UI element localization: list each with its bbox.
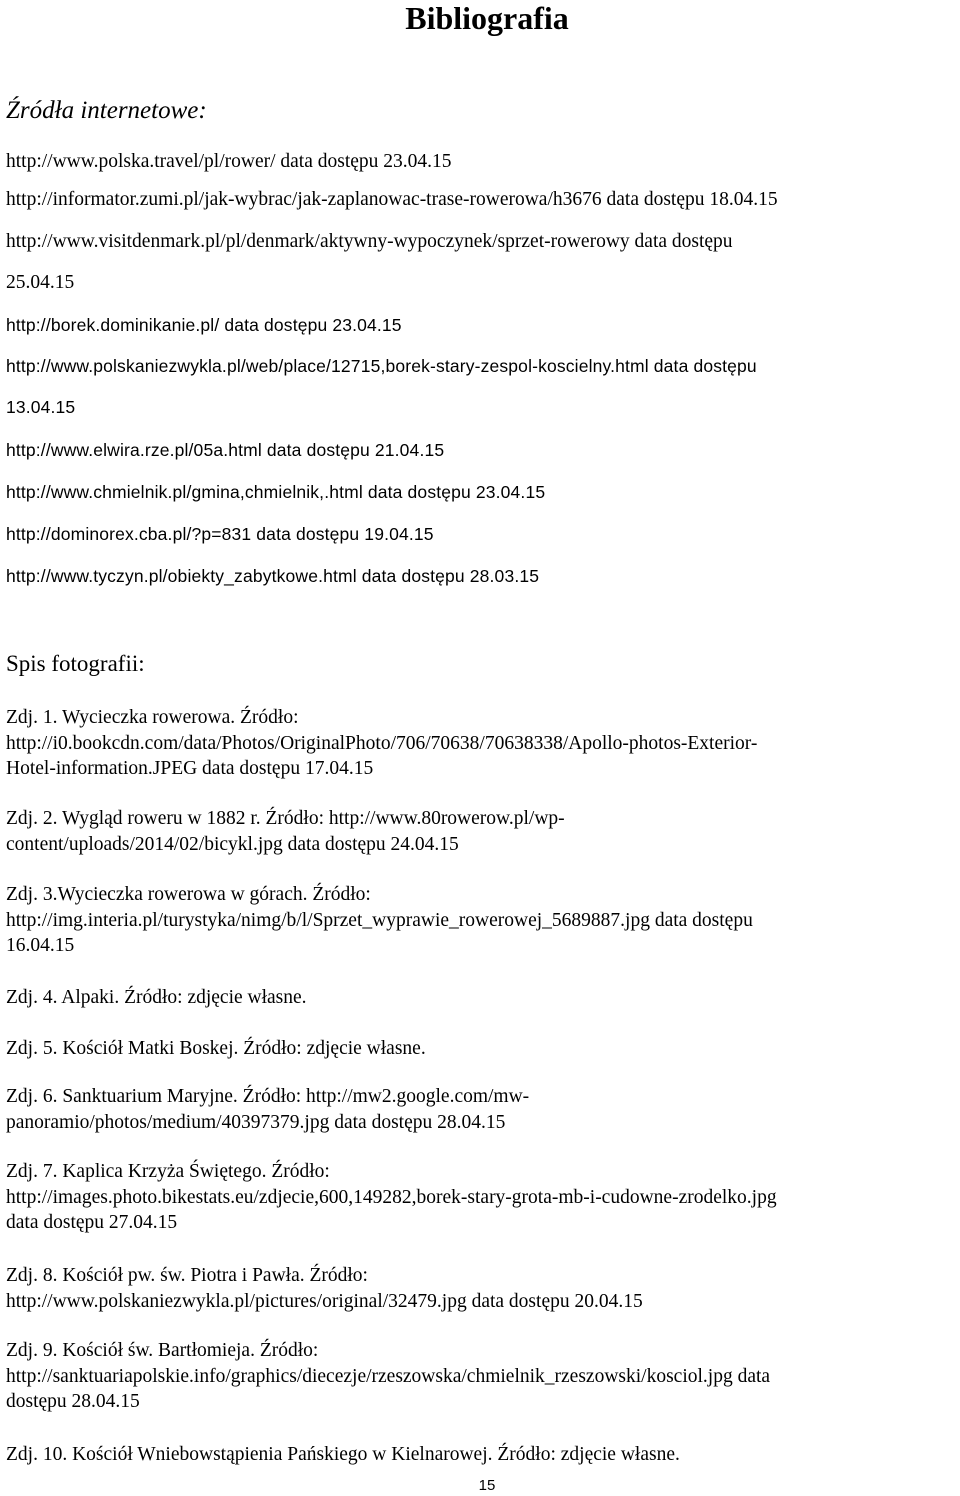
photo-source-9 <box>6 1338 956 1415</box>
source-line: Zdj. 4. Alpaki. Źródło: zdjęcie własne. <box>6 987 307 1008</box>
source-line: http://www.polskaniezwykla.pl/pictures/original/32479.jpg data dostępu 20.04.15 <box>6 1290 643 1312</box>
internet-source-9 <box>6 563 956 590</box>
photo-source-6 <box>6 1084 956 1135</box>
source-line: Zdj. 8. Kościół pw. św. Piotra i Pawła. Źródło: <box>6 1265 368 1286</box>
source-line: Zdj. 3.Wycieczka rowerowa w górach. Źródło: <box>6 884 371 905</box>
source-line: 16.04.15 <box>6 935 75 956</box>
source-line: http://img.interia.pl/turystyka/nimg/b/l/Sprzet_wyprawie_rowerowej_5689887.jpg data dostępu <box>6 909 753 931</box>
source-line: content/uploads/2014/02/bicykl.jpg data dostępu 24.04.15 <box>6 833 459 855</box>
source-line: http://dominorex.cba.pl/?p=831 data dostępu 19.04.15 <box>6 524 434 544</box>
internet-source-1 <box>6 149 956 175</box>
source-line: Zdj. 1. Wycieczka rowerowa. Źródło: <box>6 707 299 728</box>
source-line: 13.04.15 <box>6 397 76 417</box>
photo-source-1 <box>6 705 956 782</box>
source-line: Zdj. 6. Sanktuarium Maryjne. Źródło: http://mw2.google.com/mw- <box>6 1086 530 1107</box>
source-line: Hotel-information.JPEG data dostępu 17.04.15 <box>6 758 374 779</box>
photo-source-4 <box>6 985 956 1011</box>
photo-list-heading: Spis fotografii: <box>6 651 145 676</box>
page-number: 15 <box>478 1477 496 1494</box>
source-line: http://www.polska.travel/pl/rower/ data dostępu 23.04.15 <box>6 151 452 172</box>
photo-source-10 <box>6 1442 956 1468</box>
source-line: http://informator.zumi.pl/jak-wybrac/jak-zaplanowac-trase-rowerowa/h3676 data dostępu 18.04.15 <box>6 189 778 210</box>
source-line: panoramio/photos/medium/40397379.jpg data dostępu 28.04.15 <box>6 1111 506 1133</box>
photo-source-7 <box>6 1159 956 1236</box>
source-line: Zdj. 7. Kaplica Krzyża Świętego. Źródło: <box>6 1161 330 1182</box>
photo-source-2 <box>6 806 956 857</box>
source-line: http://www.chmielnik.pl/gmina,chmielnik,.html data dostępu 23.04.15 <box>6 482 546 502</box>
source-line: http://www.tyczyn.pl/obiekty_zabytkowe.html data dostępu 28.03.15 <box>6 566 540 586</box>
source-line: 25.04.15 <box>6 272 75 293</box>
source-line: Zdj. 10. Kościół Wniebowstąpienia Pańskiego w Kielnarowej. Źródło: zdjęcie własne. <box>6 1444 680 1465</box>
internet-source-2 <box>6 187 956 213</box>
internet-sources-heading: Źródła internetowe: <box>6 97 207 124</box>
source-line: data dostępu 27.04.15 <box>6 1212 178 1233</box>
internet-source-8 <box>6 521 956 548</box>
source-line: http://www.polskaniezwykla.pl/web/place/12715,borek-stary-zespol-koscielny.html data dostępu <box>6 356 757 376</box>
source-line: http://www.visitdenmark.pl/pl/denmark/aktywny-wypoczynek/sprzet-rowerowy data dostępu <box>6 231 733 252</box>
source-line: Zdj. 2. Wygląd roweru w 1882 r. Źródło: http://www.80rowerow.pl/wp- <box>6 808 565 829</box>
internet-source-3 <box>6 229 956 296</box>
photo-source-3 <box>6 882 956 959</box>
page-title: Bibliografia <box>405 0 569 36</box>
internet-source-7 <box>6 479 956 506</box>
internet-source-6 <box>6 437 956 464</box>
source-line: http://sanktuariapolskie.info/graphics/diecezje/rzeszowska/chmielnik_rzeszowski/kosciol.jpg data <box>6 1365 771 1387</box>
source-line: http://borek.dominikanie.pl/ data dostępu 23.04.15 <box>6 315 402 335</box>
photo-source-5 <box>6 1036 956 1062</box>
internet-source-5 <box>6 353 956 421</box>
source-line: Zdj. 9. Kościół św. Bartłomieja. Źródło: <box>6 1340 319 1361</box>
source-line: http://www.elwira.rze.pl/05a.html data dostępu 21.04.15 <box>6 440 445 460</box>
source-line: Zdj. 5. Kościół Matki Boskej. Źródło: zdjęcie własne. <box>6 1038 426 1059</box>
source-line: http://images.photo.bikestats.eu/zdjecie,600,149282,borek-stary-grota-mb-i-cudowne-zrodelko.jpg <box>6 1186 777 1208</box>
source-line: dostępu 28.04.15 <box>6 1391 140 1412</box>
source-line: http://i0.bookcdn.com/data/Photos/OriginalPhoto/706/70638/70638338/Apollo-photos-Exterior- <box>6 732 758 754</box>
internet-source-4 <box>6 312 956 339</box>
photo-source-8 <box>6 1263 956 1314</box>
